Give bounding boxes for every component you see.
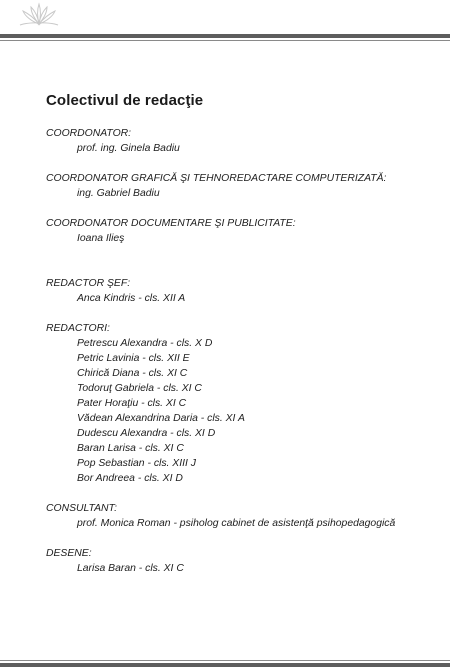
section-heading: REDACTORI: xyxy=(46,323,110,334)
section-heading: CONSULTANT: xyxy=(46,503,118,514)
staff-member: prof. Monica Roman - psiholog cabinet de asistenţă psihopedagogică xyxy=(77,518,396,529)
staff-member: Chirică Diana - cls. XI C xyxy=(77,368,188,379)
header-rule-thick xyxy=(0,34,450,38)
staff-member: Baran Larisa - cls. XI C xyxy=(77,443,184,454)
section-coordonator-grafica xyxy=(46,171,442,201)
staff-member: prof. ing. Ginela Badiu xyxy=(77,143,180,154)
section-redactor-sef xyxy=(46,276,442,306)
section-heading: COORDONATOR GRAFICĂ ŞI TEHNOREDACTARE COMPUTERIZATĂ: xyxy=(46,173,387,184)
page-title: Colectivul de redacţie xyxy=(46,92,204,109)
staff-member: Petric Lavinia - cls. XII E xyxy=(77,353,190,364)
staff-member: Larisa Baran - cls. XI C xyxy=(77,563,184,574)
staff-member: Todoruţ Gabriela - cls. XI C xyxy=(77,383,202,394)
staff-member: Pop Sebastian - cls. XIII J xyxy=(77,458,196,469)
section-heading: COORDONATOR: xyxy=(46,128,132,139)
section-heading: REDACTOR ŞEF: xyxy=(46,278,131,289)
section-desene xyxy=(46,546,442,576)
section-consultant xyxy=(46,501,442,531)
staff-member: Petrescu Alexandra - cls. X D xyxy=(77,338,213,349)
staff-member: Bor Andreea - cls. XI D xyxy=(77,473,183,484)
staff-list xyxy=(46,126,442,591)
staff-member: Ioana Ilieş xyxy=(77,233,125,244)
staff-member: Dudescu Alexandra - cls. XI D xyxy=(77,428,216,439)
staff-member: ing. Gabriel Badiu xyxy=(77,188,160,199)
staff-member: Vădean Alexandrina Daria - cls. XI A xyxy=(77,413,245,424)
section-heading: COORDONATOR DOCUMENTARE ŞI PUBLICITATE: xyxy=(46,218,296,229)
header-rule-thin xyxy=(0,40,450,41)
section-coordonator xyxy=(46,126,442,156)
staff-member: Pater Horaţiu - cls. XI C xyxy=(77,398,187,409)
footer-rule-thick xyxy=(0,663,450,667)
section-redactori xyxy=(46,321,442,486)
footer-rule-thin xyxy=(0,660,450,661)
staff-member: Anca Kindris - cls. XII A xyxy=(77,293,186,304)
section-heading: DESENE: xyxy=(46,548,92,559)
section-coordonator-documentare xyxy=(46,216,442,246)
decorative-ornament-icon xyxy=(14,2,64,28)
